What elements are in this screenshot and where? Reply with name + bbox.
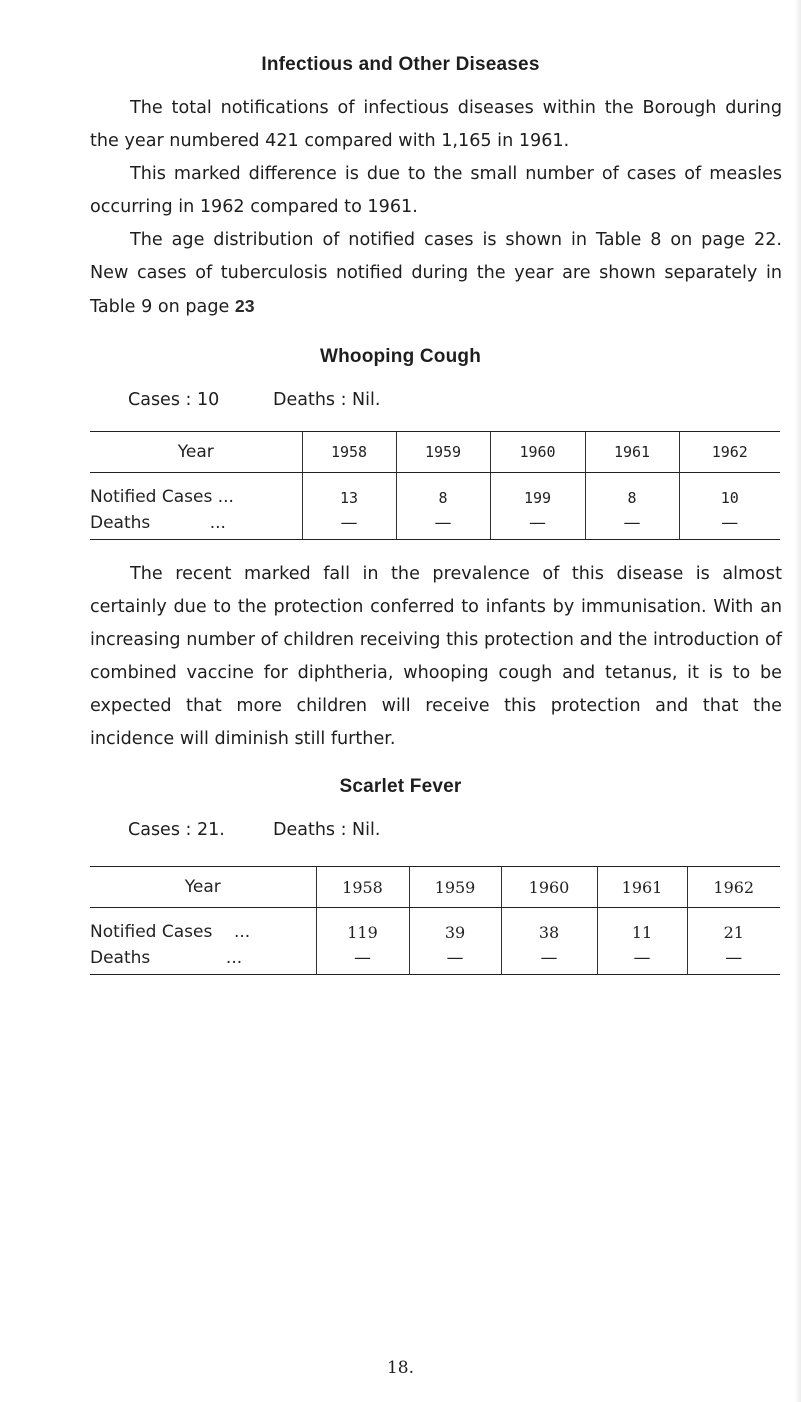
year-1958: 1958 (316, 867, 409, 908)
table-cell: — (679, 507, 780, 540)
year-1961: 1961 (585, 432, 679, 473)
scarlet-fever-header-row (90, 867, 780, 908)
leader-dots: ... (225, 948, 243, 968)
year-1960: 1960 (490, 432, 585, 473)
table-cell: 10 (679, 473, 780, 508)
row-label-notified-cases (90, 473, 302, 508)
leader-dots: ... (209, 513, 226, 533)
paragraph-age-distribution-text: The age distribution of notified cases is shown in Table 8 on page 22. New cases of tuberculosis notified during the year are shown separately in Table 9 on page (90, 230, 782, 317)
paragraph-notifications-text: The total notifications of infectious diseases within the Borough during the year numbered 421 compared with 1,165 in 1961. (90, 98, 782, 151)
table-cell: — (490, 507, 585, 540)
year-header: Year (90, 432, 302, 473)
table-cell: 39 (409, 908, 501, 943)
whooping-cough-heading: Whooping Cough (319, 346, 482, 367)
year-1962: 1962 (679, 432, 780, 473)
table-cell: 21 (687, 908, 780, 943)
paragraph-whooping-cough-text: The recent marked fall in the prevalence of this disease is almost certainly due to the protection conferred to infants by immunisation. With an increasing number of children receiving this protection and the introduction of combined vaccine for diphtheria, whooping cough and tetanus, it is to be expected that more children will receive this protection and that the incidence will diminish still further. (90, 564, 782, 749)
leader-dots: ... (217, 487, 234, 507)
table-cell: 119 (316, 908, 409, 943)
table-cell: — (597, 942, 687, 975)
row-label-text: Deaths (90, 948, 151, 968)
table-cell: — (316, 942, 409, 975)
scarlet-fever-heading: Scarlet Fever (339, 776, 462, 797)
paragraph-measles (90, 158, 782, 224)
whooping-cough-summary (128, 390, 380, 410)
year-header: Year (90, 867, 316, 908)
leader-dots: ... (233, 922, 251, 942)
scarlet-fever-cases: Cases : 21. (128, 820, 225, 840)
year-1962: 1962 (687, 867, 780, 908)
table-cell: — (302, 507, 396, 540)
whooping-cough-deaths: Deaths : Nil. (273, 390, 381, 410)
year-1960: 1960 (501, 867, 597, 908)
page-number: 18. (386, 1358, 415, 1378)
row-label-deaths (90, 507, 302, 540)
table-cell: — (585, 507, 679, 540)
table-cell: 13 (302, 473, 396, 508)
whooping-cough-cases: Cases : 10 (128, 390, 220, 410)
whooping-cough-table (90, 431, 780, 540)
year-1959: 1959 (409, 867, 501, 908)
table-cell: 8 (585, 473, 679, 508)
row-label-text: Deaths (90, 513, 151, 533)
table-row (90, 908, 780, 943)
row-label-notified-cases (90, 908, 316, 943)
table-cell: — (396, 507, 490, 540)
paragraph-notifications (90, 92, 782, 158)
table-cell: 8 (396, 473, 490, 508)
page-edge-shadow (795, 0, 801, 1402)
table-cell: 38 (501, 908, 597, 943)
page-title: Infectious and Other Diseases (261, 54, 540, 75)
year-1959: 1959 (396, 432, 490, 473)
table-cell: — (501, 942, 597, 975)
table-cell: 199 (490, 473, 585, 508)
row-label-text: Notified Cases (90, 922, 213, 942)
scarlet-fever-deaths: Deaths : Nil. (273, 820, 381, 840)
table-cell: — (687, 942, 780, 975)
row-label-text: Notified Cases (90, 487, 213, 507)
scarlet-fever-summary (128, 820, 380, 840)
scarlet-fever-table (90, 866, 780, 975)
paragraph-whooping-cough (90, 558, 782, 756)
table-cell: — (409, 942, 501, 975)
row-label-deaths (90, 942, 316, 975)
table-row (90, 507, 780, 540)
handwritten-page-ref: 23 (234, 296, 255, 316)
table-row (90, 942, 780, 975)
paragraph-measles-text: This marked difference is due to the small number of cases of measles occurring in 1962 compared to 1961. (90, 164, 782, 217)
table-cell: 11 (597, 908, 687, 943)
year-1958: 1958 (302, 432, 396, 473)
whooping-cough-header-row (90, 432, 780, 473)
table-row (90, 473, 780, 508)
paragraph-age-distribution (90, 224, 782, 324)
year-1961: 1961 (597, 867, 687, 908)
